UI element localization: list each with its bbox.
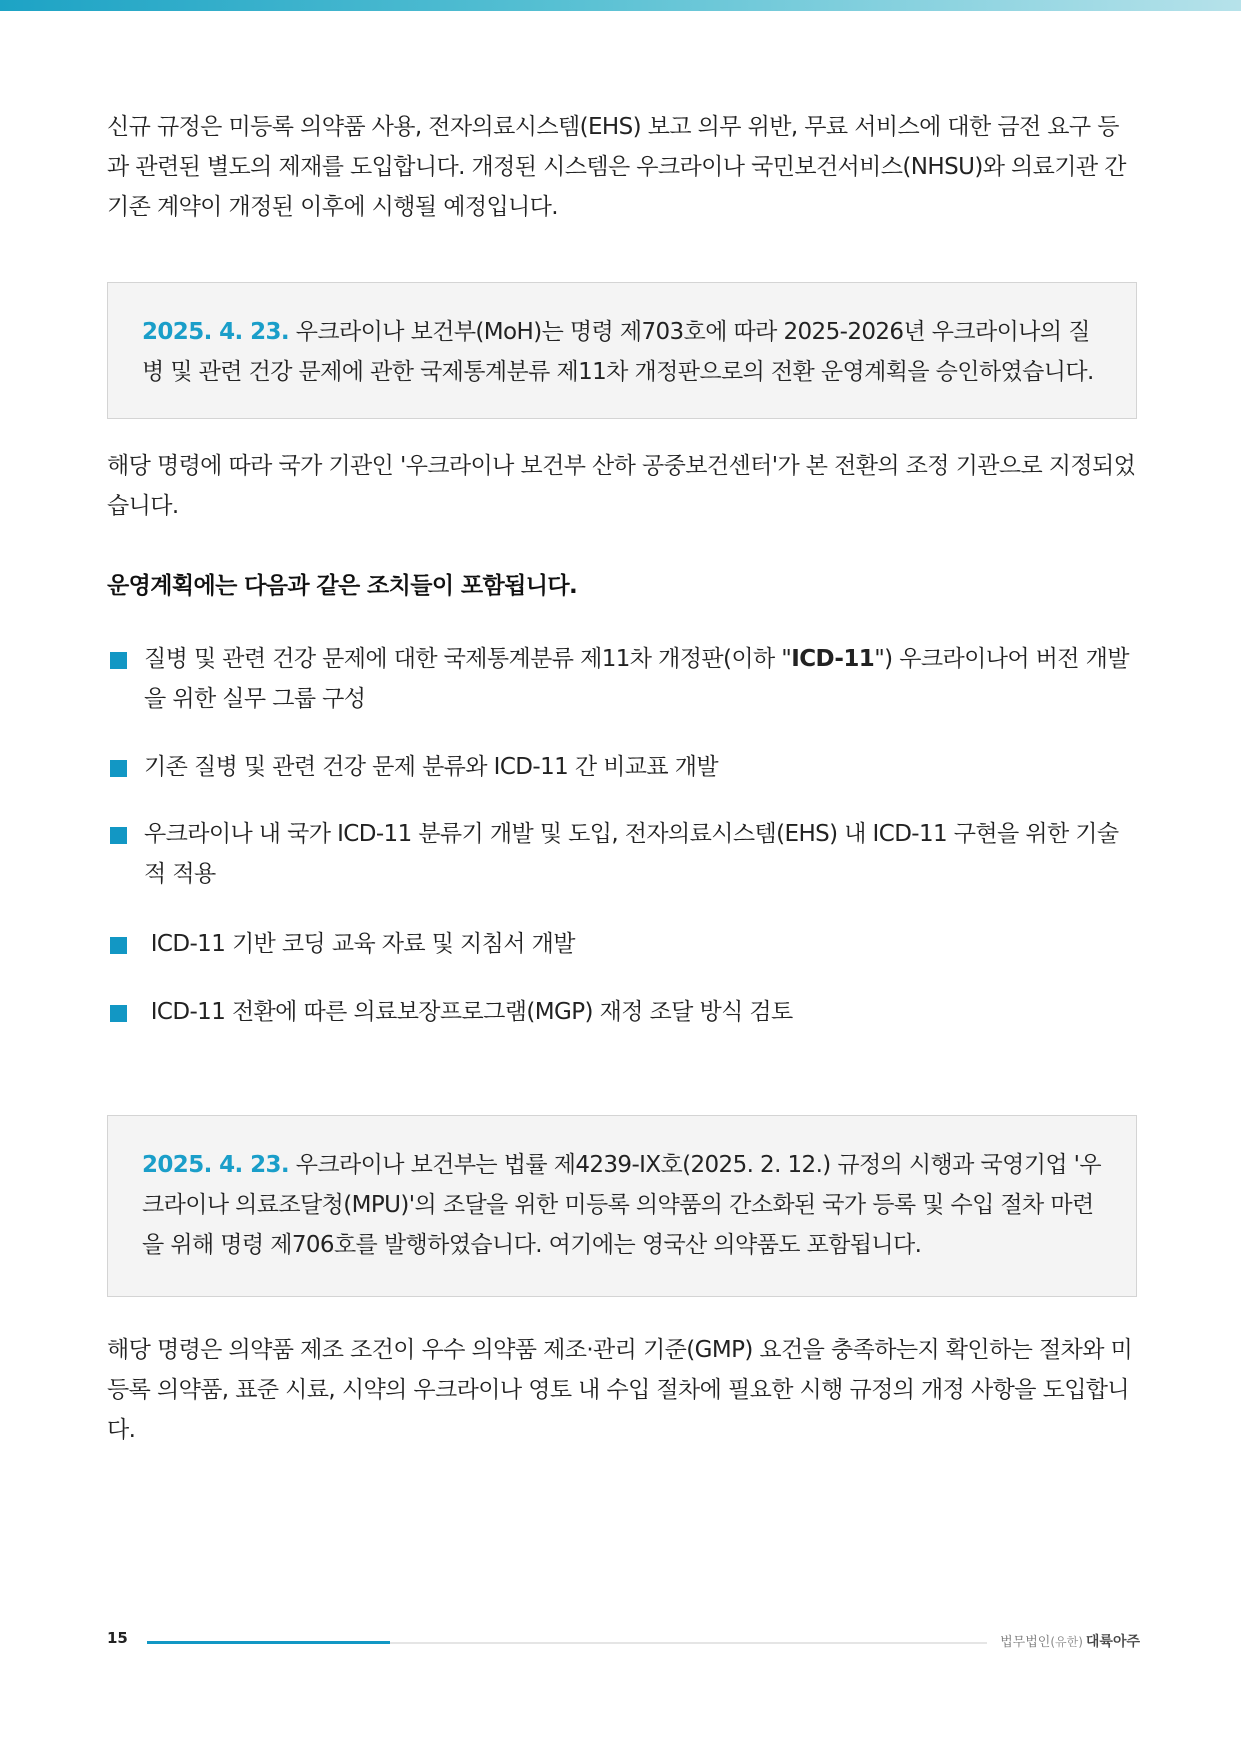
square-bullet-icon — [110, 937, 127, 954]
page-number: 15 — [107, 1629, 128, 1647]
square-bullet-icon — [110, 827, 127, 844]
note-box-order-706 — [107, 1115, 1137, 1297]
square-bullet-icon — [110, 760, 127, 777]
note-date: 2025. 4. 23. — [142, 1152, 290, 1178]
list-item-text: ICD-11 기반 코딩 교육 자료 및 지침서 개발 — [144, 931, 575, 957]
intro-paragraph: 신규 규정은 미등록 의약품 사용, 전자의료시스템(EHS) 보고 의무 위반, 무료 서비스에 대한 금전 요구 등과 관련된 별도의 제재를 도입합니다. 개정된 시스템은 우크라이나 국민보건서비스(NHSU)와 의료기관 간 기존 계약이 개정된 이후에 시행될 예정입니다. — [107, 114, 1126, 220]
icd-11-term: ICD-11 — [791, 646, 875, 672]
plan-heading: 운영계획에는 다음과 같은 조치들이 포함됩니다. — [107, 573, 578, 599]
note-box-order-703 — [107, 282, 1137, 419]
square-bullet-icon — [110, 652, 127, 669]
top-accent-bar — [0, 0, 1241, 11]
gmp-paragraph: 해당 명령은 의약품 제조 조건이 우수 의약품 제조·관리 기준(GMP) 요건을 충족하는지 확인하는 절차와 미등록 의약품, 표준 시료, 시약의 우크라이나 영토 내 수입 절차에 필요한 시행 규정의 개정 사항을 도입합니다. — [107, 1337, 1133, 1443]
list-item-text: ICD-11 전환에 따른 의료보장프로그램(MGP) 재정 조달 방식 검토 — [144, 999, 793, 1025]
note-text: 우크라이나 보건부(MoH)는 명령 제703호에 따라 2025-2026년 우크라이나의 질병 및 관련 건강 문제에 관한 국제통계분류 제11차 개정판으로의 전환 운영계획을 승인하였습니다. — [142, 319, 1094, 385]
coordinating-body-paragraph: 해당 명령에 따라 국가 기관인 '우크라이나 보건부 산하 공중보건센터'가 본 전환의 조정 기관으로 지정되었습니다. — [107, 453, 1136, 519]
list-item-text: 기존 질병 및 관련 건강 문제 분류와 ICD-11 간 비교표 개발 — [144, 754, 718, 780]
list-item-text: 질병 및 관련 건강 문제에 대한 국제통계분류 제11차 개정판(이하 "ICD-11") 우크라이나어 버전 개발을 위한 실무 그룹 구성 — [144, 646, 1129, 712]
note-date: 2025. 4. 23. — [142, 319, 290, 345]
list-item-text: 우크라이나 내 국가 ICD-11 분류기 개발 및 도입, 전자의료시스템(EHS) 내 ICD-11 구현을 위한 기술적 적용 — [144, 821, 1119, 887]
footer-progress-accent — [147, 1641, 390, 1644]
square-bullet-icon — [110, 1005, 127, 1022]
note-text: 우크라이나 보건부는 법률 제4239-IX호(2025. 2. 12.) 규정의 시행과 국영기업 '우크라이나 의료조달청(MPU)'의 조달을 위한 미등록 의약품의 간소화된 국가 등록 및 수입 절차 마련을 위해 명령 제706호를 발행하였습니다. 여기에는 영국산 의약품도 포함됩니다. — [142, 1152, 1102, 1258]
footer-firm-name: 법무법인(유한) 대륙아주 — [1000, 1634, 1140, 1650]
